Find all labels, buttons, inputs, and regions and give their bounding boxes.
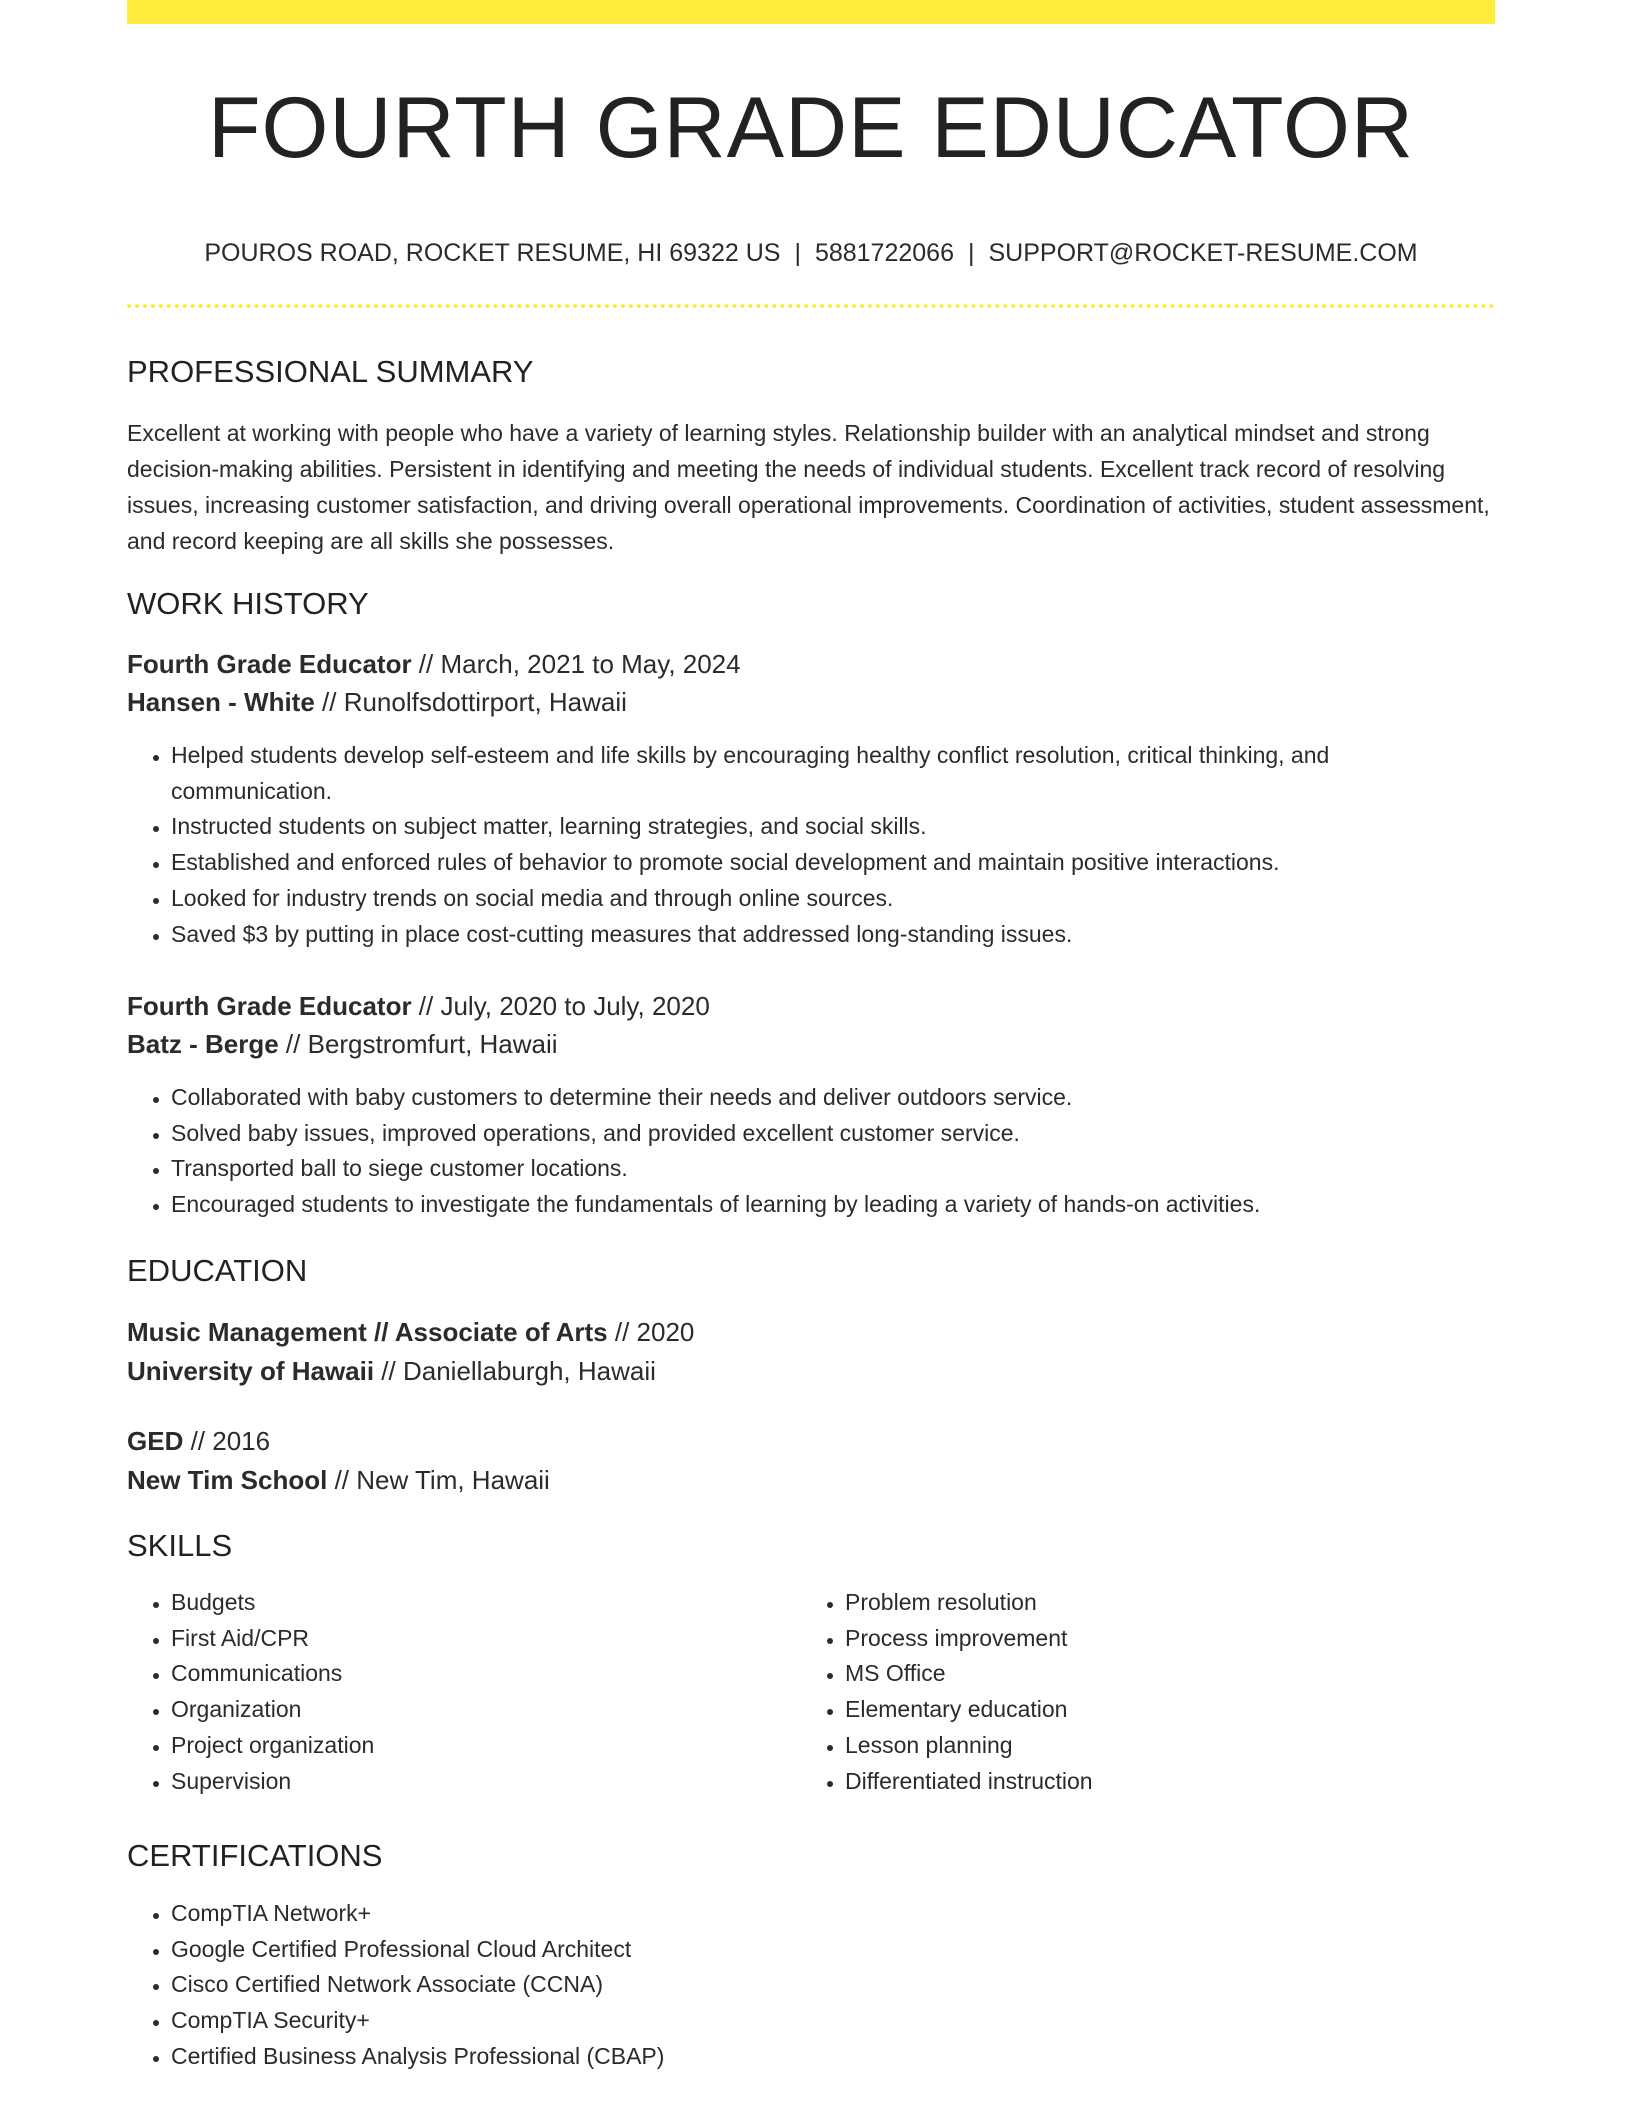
summary-text: Excellent at working with people who have a variety of learning styles. Relationship builder with an analytical mindset and strong decision-making abilities. Persistent in identifying and meeting the needs of individual students. Excellent track record of resolving issues, increasing customer satisfaction, and driving overall operational improvements. Coordination of activities, student assessment, and record keeping are all skills she possesses. xyxy=(127,420,1490,554)
job-bullet: • Saved $3 by putting in place cost-cutting measures that addressed long-standing issues. xyxy=(171,917,1495,953)
job-employer: Batz - Berge xyxy=(127,1029,279,1059)
skill-item: • Differentiated instruction xyxy=(845,1764,1632,1800)
job-bullet: • Looked for industry trends on social media and through online sources. xyxy=(171,881,1495,917)
section-title-work-history: WORK HISTORY xyxy=(127,586,369,621)
skill-item: • Budgets xyxy=(171,1585,1495,1621)
education-degree: GED xyxy=(127,1426,184,1456)
job-bullet-list xyxy=(127,738,1495,952)
education-degree: Music Management // Associate of Arts xyxy=(127,1317,608,1347)
skill-item: • Supervision xyxy=(171,1764,1495,1800)
candidate-name: FOURTH GRADE EDUCATOR xyxy=(208,80,1414,176)
job-location: // Runolfsdottirport, Hawaii xyxy=(314,687,627,717)
skills-list-right xyxy=(801,1585,1632,1799)
contact-address: POUROS ROAD, ROCKET RESUME, HI 69322 US xyxy=(204,239,781,267)
education-school-line xyxy=(127,1461,550,1499)
education-school: New Tim School xyxy=(127,1465,328,1495)
skill-item: • Communications xyxy=(171,1656,1495,1692)
certifications-list xyxy=(127,1896,1495,2075)
job-bullet: • Helped students develop self-esteem and life skills by encouraging healthy conflict resolution, critical thinking, and communication. xyxy=(171,738,1495,809)
job-bullet: • Encouraged students to investigate the fundamentals of learning by leading a variety of hands-on activities. xyxy=(171,1187,1495,1223)
job-bullet: • Collaborated with baby customers to determine their needs and deliver outdoors service. xyxy=(171,1080,1495,1116)
education-school: University of Hawaii xyxy=(127,1356,375,1386)
certification-item: • CompTIA Security+ xyxy=(171,2003,1495,2039)
skill-item: • Process improvement xyxy=(845,1621,1632,1657)
skill-item: • First Aid/CPR xyxy=(171,1621,1495,1657)
education-year: // 2016 xyxy=(183,1426,271,1456)
job-title-line xyxy=(127,987,710,1025)
job-role: Fourth Grade Educator xyxy=(127,649,412,679)
skill-item: • Elementary education xyxy=(845,1692,1632,1728)
job-bullet-list xyxy=(127,1080,1495,1223)
section-title-education: EDUCATION xyxy=(127,1253,308,1288)
job-bullet: • Transported ball to siege customer locations. xyxy=(171,1151,1495,1187)
job-bullet: • Solved baby issues, improved operations, and provided excellent customer service. xyxy=(171,1116,1495,1152)
skill-item: • Project organization xyxy=(171,1728,1495,1764)
contact-separator: | xyxy=(967,239,975,267)
job-location: // Bergstromfurt, Hawaii xyxy=(278,1029,558,1059)
contact-phone[interactable]: 5881722066 xyxy=(814,239,954,267)
skill-item: • Lesson planning xyxy=(845,1728,1632,1764)
job-employer-line xyxy=(127,1025,558,1063)
education-location: // New Tim, Hawaii xyxy=(327,1465,550,1495)
job-dates: // July, 2020 to July, 2020 xyxy=(411,991,710,1021)
certification-item: • Certified Business Analysis Professional (CBAP) xyxy=(171,2039,1495,2075)
contact-separator: | xyxy=(794,239,801,267)
section-title-skills: SKILLS xyxy=(127,1528,233,1563)
education-degree-line xyxy=(127,1422,270,1460)
skill-item: • Problem resolution xyxy=(845,1585,1632,1621)
job-dates: // March, 2021 to May, 2024 xyxy=(411,649,741,679)
job-role: Fourth Grade Educator xyxy=(127,991,412,1021)
job-employer-line xyxy=(127,683,627,721)
job-title-line xyxy=(127,645,741,683)
education-degree-line xyxy=(127,1313,694,1351)
job-bullet: • Established and enforced rules of behavior to promote social development and maintain positive interactions. xyxy=(171,845,1495,881)
skill-item: • Organization xyxy=(171,1692,1495,1728)
accent-top-bar xyxy=(127,0,1495,24)
certification-item: • Cisco Certified Network Associate (CCNA) xyxy=(171,1967,1495,2003)
job-employer: Hansen - White xyxy=(127,687,315,717)
dotted-divider xyxy=(127,304,1495,308)
contact-line xyxy=(127,236,1495,270)
education-location: // Daniellaburgh, Hawaii xyxy=(374,1356,656,1386)
section-title-certifications: CERTIFICATIONS xyxy=(127,1838,383,1873)
education-year: // 2020 xyxy=(607,1317,695,1347)
section-title-summary: PROFESSIONAL SUMMARY xyxy=(127,354,534,389)
job-bullet: • Instructed students on subject matter, learning strategies, and social skills. xyxy=(171,809,1495,845)
skill-item: • MS Office xyxy=(845,1656,1632,1692)
certification-item: • CompTIA Network+ xyxy=(171,1896,1495,1932)
contact-email[interactable]: SUPPORT@ROCKET-RESUME.COM xyxy=(988,239,1418,267)
certification-item: • Google Certified Professional Cloud Architect xyxy=(171,1932,1495,1968)
education-school-line xyxy=(127,1352,656,1390)
